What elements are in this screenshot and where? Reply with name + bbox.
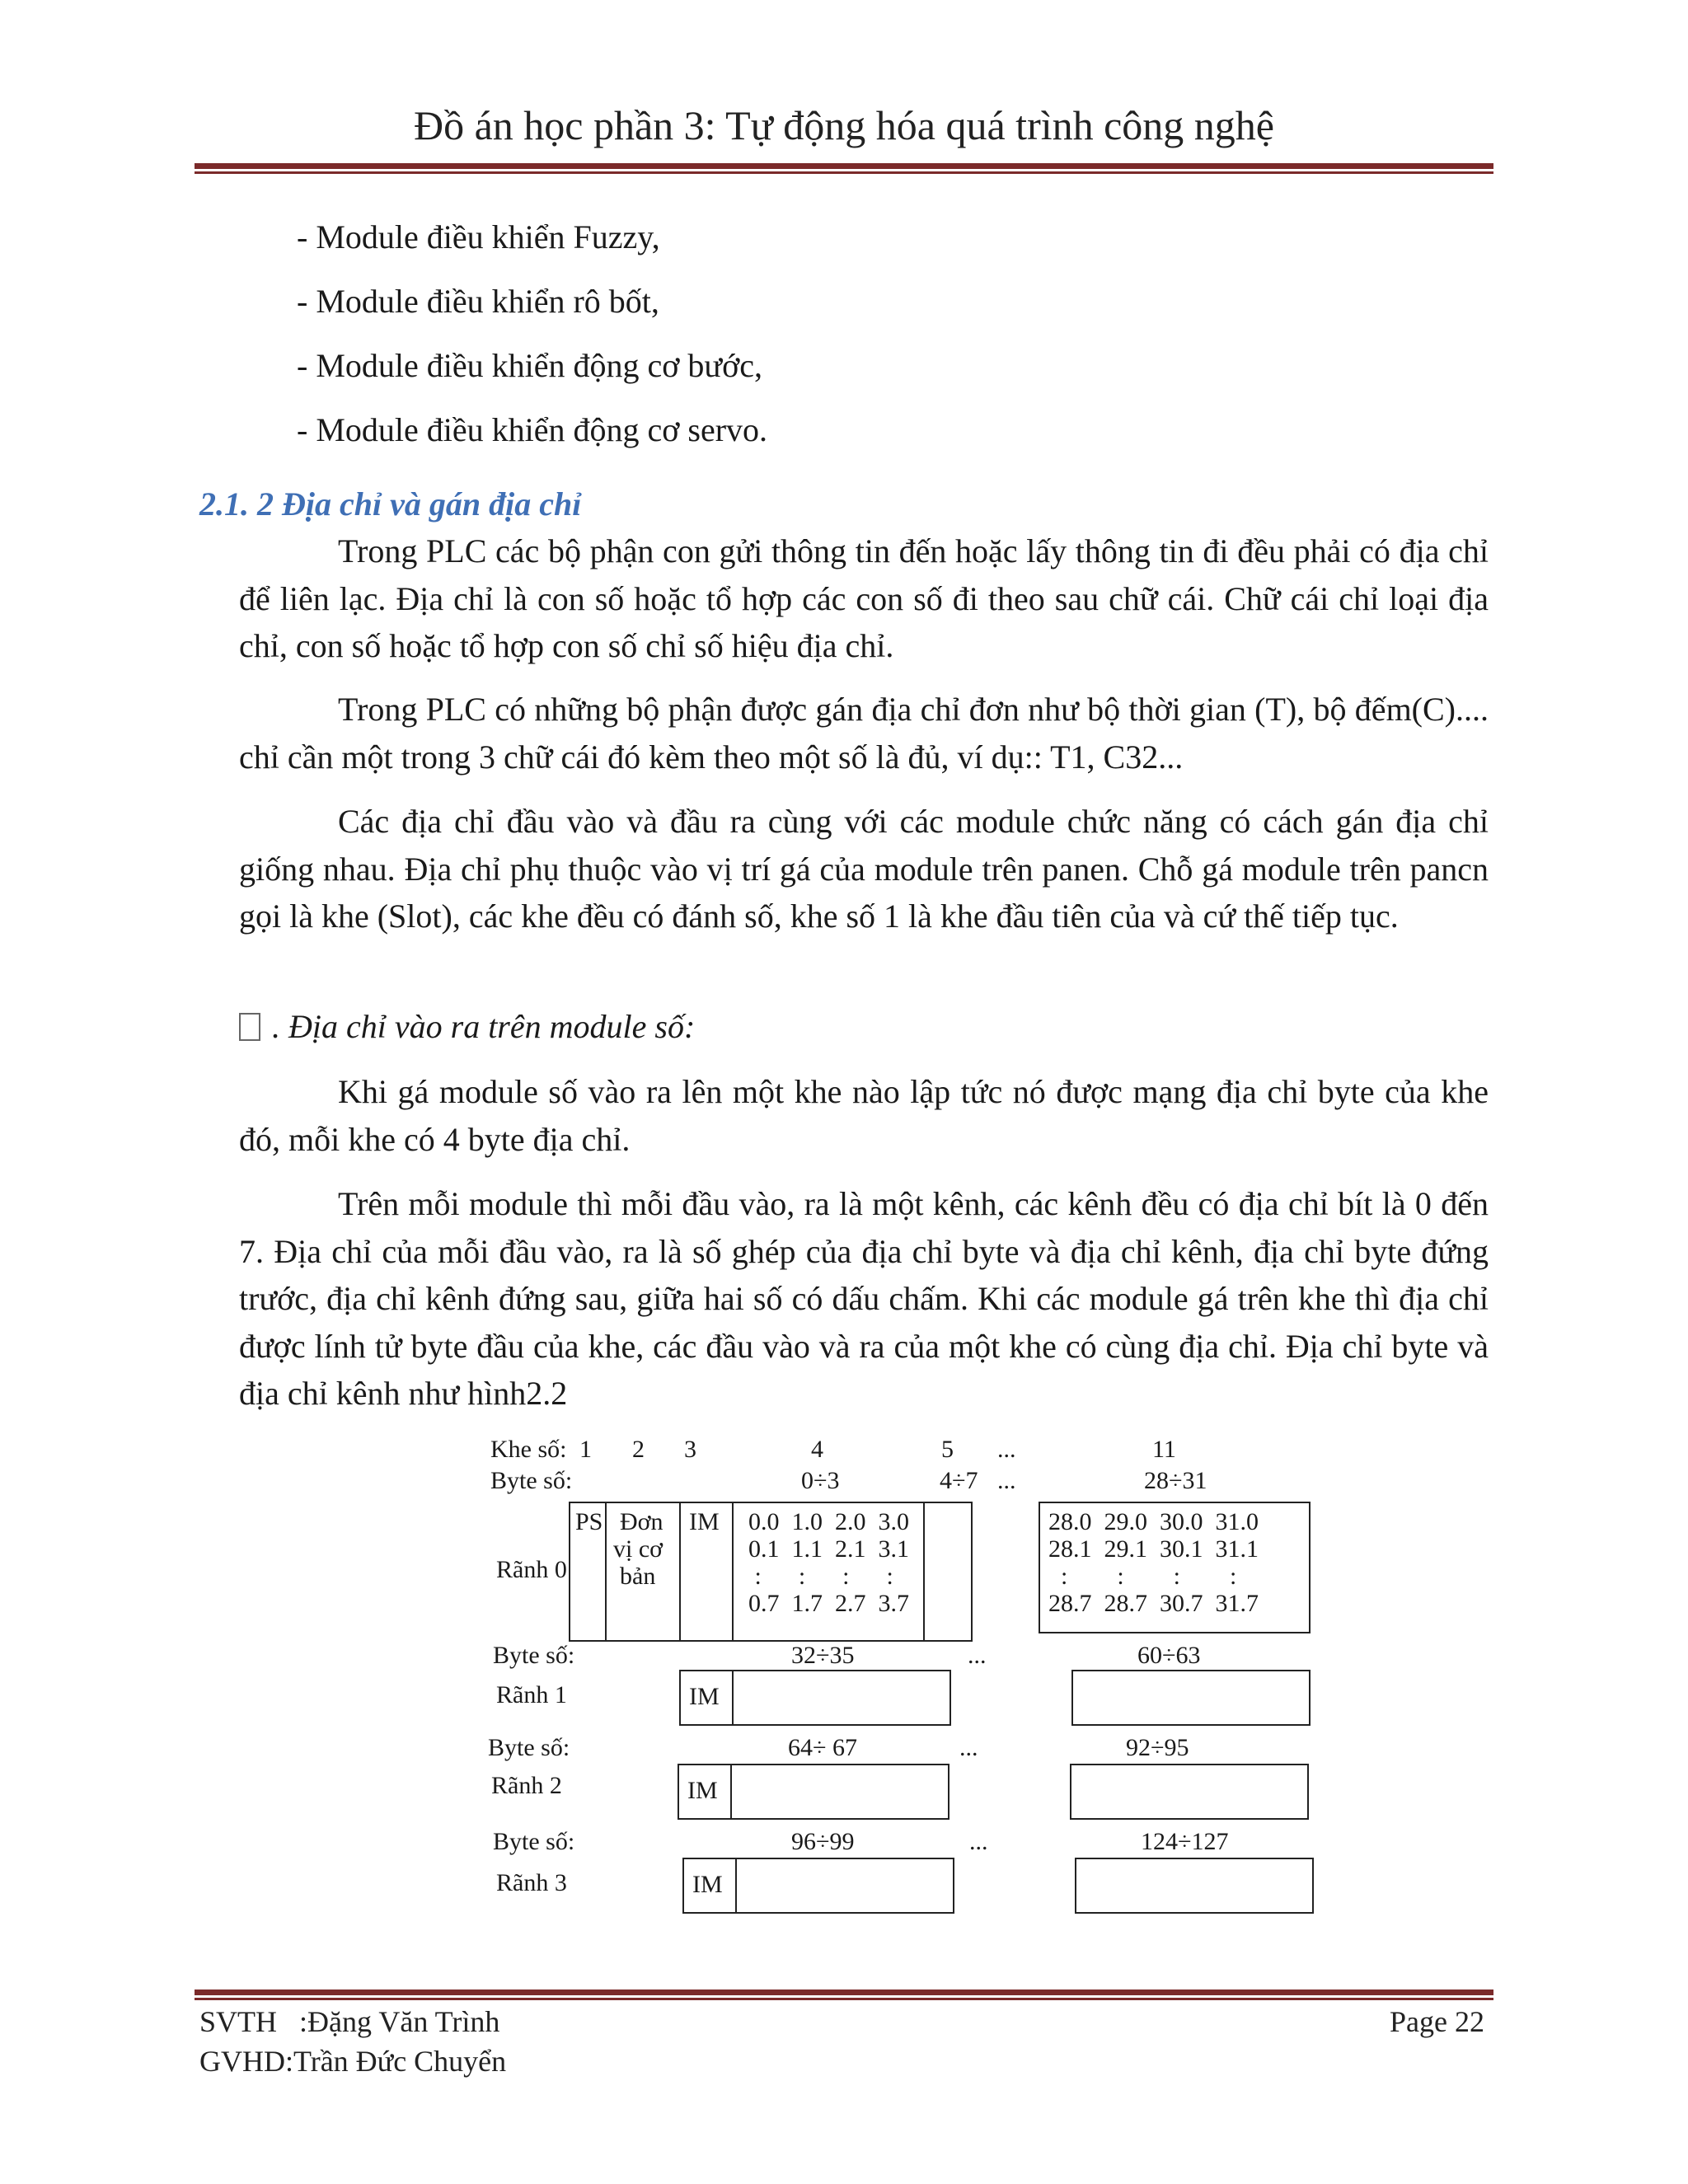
byte-range: 92÷95 [1126, 1734, 1189, 1761]
divider [679, 1502, 681, 1642]
rack-3-left-box [682, 1858, 954, 1914]
paragraph-5: Trên mỗi module thì mỗi đầu vào, ra là một kênh, các kênh đều có địa chỉ bít là 0 đến 7. Địa chỉ của mỗi đầu vào, ra là số ghép của địa chỉ byte và địa chỉ kênh, địa chỉ byte đứng trước, địa chỉ kênh đứng sau, giữa hai số có dấu chấm. Khi các module gá trên khe thì địa chỉ được lính tử byte đầu của khe, các đầu vào và ra của một khe có cùng địa chỉ. Địa chỉ byte và địa chỉ kênh như hình2.2 [239, 1185, 1489, 1413]
address-line: 0.7 1.7 2.7 3.7 [748, 1590, 909, 1617]
paragraph-2: Trong PLC có những bộ phận được gán địa chỉ đơn như bộ thời gian (T), bộ đếm(C).... chỉ cần một trong 3 chữ cái đó kèm theo một số là đủ, ví dụ:: T1, C32... [239, 691, 1489, 776]
base-unit-cell: vị cơ [613, 1535, 663, 1563]
divider [730, 1764, 732, 1820]
rack-label: Rãnh 2 [491, 1772, 562, 1799]
paragraph-4: Khi gá module số vào ra lên một khe nào lập tức nó được mạng địa chỉ byte của khe đó, mỗi khe có 4 byte địa chỉ. [239, 1073, 1489, 1158]
rack-1-left-box [679, 1670, 951, 1726]
byte-range: 4÷7 [940, 1467, 978, 1494]
slot-number: 4 [811, 1436, 823, 1463]
slot-number: 2 [632, 1436, 645, 1463]
footer-rule [195, 1990, 1493, 2000]
checkbox-bullet-icon [239, 1013, 260, 1041]
address-line: 28.7 28.7 30.7 31.7 [1048, 1590, 1259, 1617]
base-unit-cell: Đơn [620, 1508, 663, 1535]
rack-3-right-box [1075, 1858, 1314, 1914]
byte-ellipsis: ... [997, 1467, 1016, 1494]
rack-2-left-box [678, 1764, 950, 1820]
address-line: : : : : [748, 1563, 893, 1590]
byte-range: 0÷3 [801, 1467, 840, 1494]
address-line: 28.1 29.1 30.1 31.1 [1048, 1535, 1259, 1563]
im-cell: IM [687, 1777, 718, 1804]
page-header-title: Đồ án học phần 3: Tự động hóa quá trình công nghệ [413, 102, 1275, 148]
ps-cell: PS [575, 1508, 603, 1535]
section-heading: 2.1. 2 Địa chỉ và gán địa chỉ [199, 485, 582, 523]
list-item: - Module điều khiển rô bốt, [297, 283, 659, 320]
sub-heading [239, 1007, 695, 1046]
byte-range: 64÷ 67 [788, 1734, 857, 1761]
rack-label: Rãnh 1 [496, 1681, 567, 1708]
byte-ellipsis: ... [959, 1734, 978, 1761]
paragraph-3: Các địa chỉ đầu vào và đầu ra cùng với các module chức năng có cách gán địa chỉ giống nhau. Địa chỉ phụ thuộc vào vị trí gá của module trên panen. Chỗ gá module trên pancn gọi là khe (Slot), các khe đều có đánh số, khe số 1 là khe đầu tiên của và cứ thế tiếp tục. [239, 803, 1489, 935]
divider [923, 1502, 925, 1642]
address-line: : : : : [1048, 1563, 1237, 1590]
divider [735, 1858, 737, 1914]
rack-label: Rãnh 0 [496, 1556, 567, 1583]
rack-2-right-box [1070, 1764, 1309, 1820]
list-item: - Module điều khiển động cơ servo. [297, 411, 768, 448]
paragraph-1: Trong PLC các bộ phận con gửi thông tin đến hoặc lấy thông tin đi đều phải có địa chỉ để liên lạc. Địa chỉ là con số hoặc tổ hợp các con số đi theo sau chữ cái. Chữ cái chỉ loại địa chỉ, con số hoặc tổ hợp con số chỉ số hiệu địa chỉ. [239, 532, 1489, 665]
byte-range: 124÷127 [1141, 1828, 1229, 1855]
im-cell: IM [689, 1683, 720, 1710]
byte-range: 60÷63 [1137, 1642, 1201, 1669]
page-number: Page 22 [1390, 2005, 1484, 2038]
sub-heading-text: . Địa chỉ vào ra trên module số: [272, 1008, 696, 1045]
byte-label: Byte số: [488, 1734, 570, 1761]
slot-number: 11 [1152, 1436, 1176, 1463]
byte-label: Byte số: [493, 1642, 575, 1669]
slot-number: 3 [684, 1436, 696, 1463]
slot-ellipsis: ... [997, 1436, 1016, 1463]
rack-1-right-box [1071, 1670, 1311, 1726]
footer-student: SVTH :Đặng Văn Trình [199, 2005, 500, 2038]
base-unit-cell: bản [620, 1563, 656, 1590]
divider [732, 1502, 734, 1642]
divider [605, 1502, 607, 1642]
byte-label: Byte số: [493, 1828, 575, 1855]
byte-range: 28÷31 [1144, 1467, 1207, 1494]
byte-range: 96÷99 [791, 1828, 855, 1855]
im-cell: IM [692, 1871, 723, 1898]
header-rule [195, 163, 1493, 174]
address-line: 0.1 1.1 2.1 3.1 [748, 1535, 909, 1563]
rack-label: Rãnh 3 [496, 1869, 567, 1896]
slot-number: 1 [579, 1436, 592, 1463]
address-diagram [462, 1426, 1368, 1929]
byte-ellipsis: ... [969, 1828, 988, 1855]
list-item: - Module điều khiển Fuzzy, [297, 218, 660, 255]
divider [732, 1670, 734, 1726]
byte-ellipsis: ... [968, 1642, 987, 1669]
address-line: 28.0 29.0 30.0 31.0 [1048, 1508, 1259, 1535]
byte-label: Byte số: [490, 1467, 573, 1494]
bullet-list [297, 211, 767, 468]
byte-range: 32÷35 [791, 1642, 855, 1669]
slot-label: Khe số: [490, 1436, 567, 1463]
im-cell: IM [689, 1508, 720, 1535]
address-line: 0.0 1.0 2.0 3.0 [748, 1508, 909, 1535]
slot-number: 5 [941, 1436, 954, 1463]
list-item: - Module điều khiển động cơ bước, [297, 347, 762, 384]
footer-advisor: GVHD:Trần Đức Chuyển [199, 2045, 507, 2078]
